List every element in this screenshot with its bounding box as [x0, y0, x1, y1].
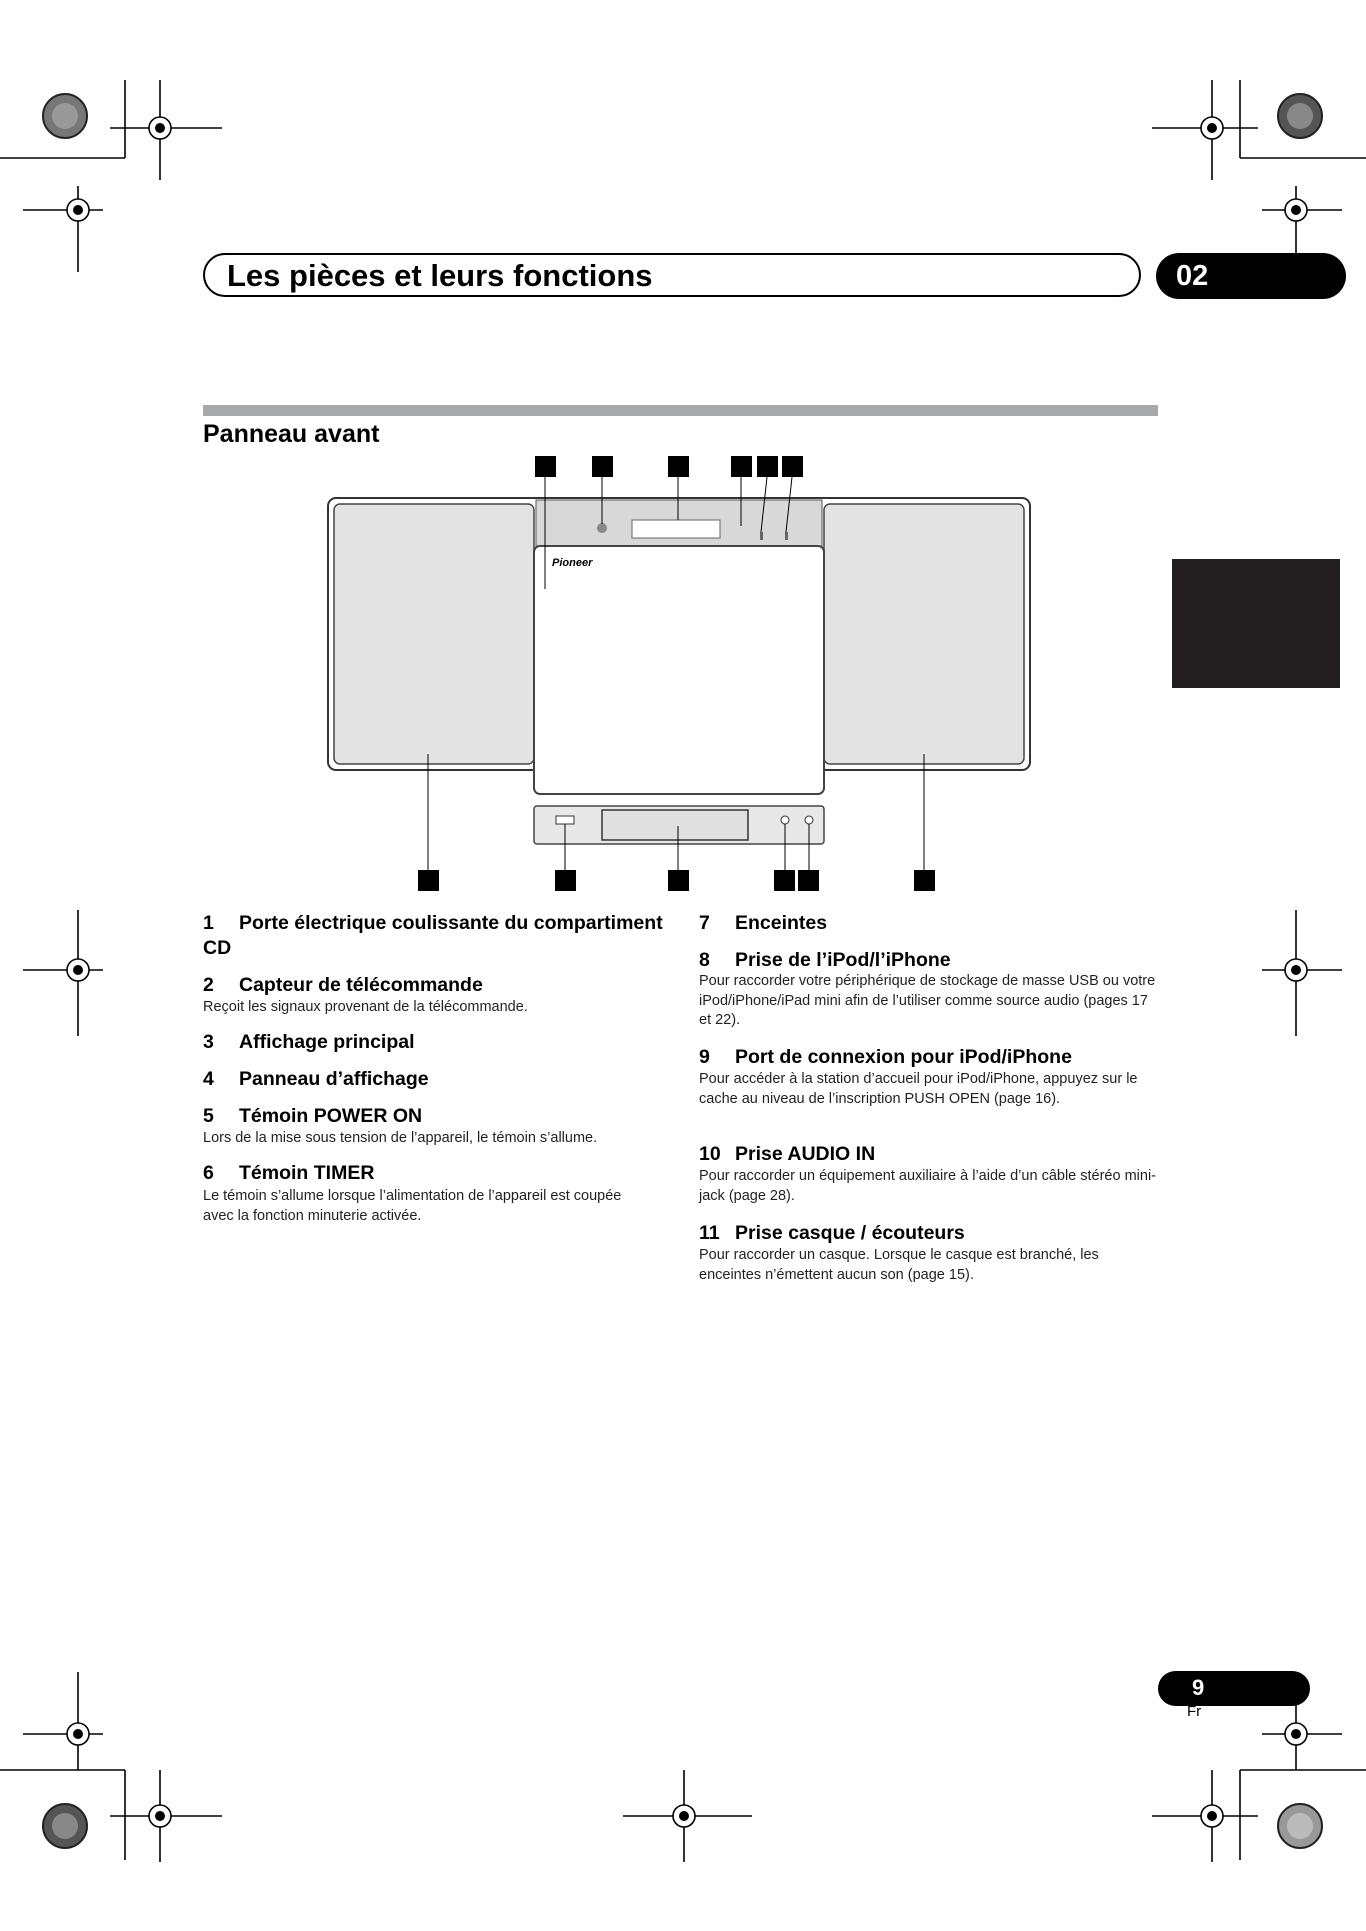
item-4-heading	[203, 1067, 673, 1092]
headphone-jack	[805, 816, 813, 824]
brand-logo: Pioneer	[552, 557, 593, 569]
chapter-badge	[1156, 253, 1346, 299]
section-title: Panneau avant	[203, 420, 380, 448]
item-6-number: 6	[203, 1162, 214, 1184]
item-8-description: Pour raccorder votre périphérique de stockage de masse USB ou votre iPod/iPhone/iPad mini afin de l’utiliser comme source audio (pages 17 et 22).	[699, 973, 1156, 1028]
item-5-number: 5	[203, 1105, 214, 1127]
item-2-title: Capteur de télécommande	[239, 974, 483, 996]
item-10-title: Prise AUDIO IN	[735, 1143, 876, 1165]
callout-11	[798, 870, 819, 891]
item-7-title: Enceintes	[735, 912, 828, 934]
callout-5	[757, 456, 778, 477]
page-number-badge	[1158, 1671, 1310, 1706]
chapter-number: 02	[1176, 260, 1209, 292]
item-7-number: 7	[699, 912, 710, 934]
callout-7-right	[914, 870, 935, 891]
item-4-title: Panneau d’affichage	[239, 1068, 429, 1090]
item-2-heading	[203, 973, 673, 998]
timer-led	[785, 532, 788, 540]
callout-9	[668, 870, 689, 891]
item-5-title: Témoin POWER ON	[239, 1105, 423, 1127]
item-5-description: Lors de la mise sous tension de l’appareil, le témoin s’allume.	[203, 1130, 598, 1146]
item-10-number: 10	[699, 1143, 721, 1165]
speaker-right	[824, 504, 1024, 764]
front-panel-diagram	[320, 454, 1040, 894]
item-9-heading	[699, 1045, 1159, 1070]
side-tab-marker	[1172, 559, 1340, 688]
callout-1	[535, 456, 556, 477]
item-11-title: Prise casque / écouteurs	[735, 1222, 965, 1244]
item-10-heading	[699, 1142, 1159, 1167]
item-9-number: 9	[699, 1046, 710, 1068]
item-8-title: Prise de l’iPod/l’iPhone	[735, 949, 951, 971]
item-10-description: Pour raccorder un équipement auxiliaire à l’aide d’un câble stéréo mini-jack (page 28).	[699, 1168, 1156, 1204]
item-1-heading	[203, 911, 673, 961]
display-panel	[602, 810, 748, 840]
main-display	[632, 520, 720, 538]
usb-port	[556, 816, 574, 824]
item-5-heading	[203, 1104, 673, 1129]
section-rule	[203, 405, 1158, 416]
item-3-number: 3	[203, 1031, 214, 1053]
callout-7-left	[418, 870, 439, 891]
cd-door	[534, 546, 824, 794]
language-code: Fr	[1187, 1703, 1202, 1720]
power-led	[760, 532, 763, 540]
item-8-heading	[699, 948, 1159, 973]
item-2-number: 2	[203, 974, 214, 996]
item-11-description: Pour raccorder un casque. Lorsque le casque est branché, les enceintes n’émettent aucun son (page 15).	[699, 1247, 1099, 1283]
callout-2	[592, 456, 613, 477]
callout-8	[555, 870, 576, 891]
item-9-title: Port de connexion pour iPod/iPhone	[735, 1046, 1072, 1068]
callout-10	[774, 870, 795, 891]
callout-6	[782, 456, 803, 477]
item-4-number: 4	[203, 1068, 214, 1090]
item-3-title: Affichage principal	[239, 1031, 415, 1053]
item-11-number: 11	[699, 1222, 720, 1244]
item-6-heading	[203, 1161, 673, 1186]
item-11-heading	[699, 1221, 1159, 1246]
item-1-title: Porte électrique coulissante du compartiment CD	[203, 912, 663, 959]
item-8-number: 8	[699, 949, 710, 971]
item-7-heading	[699, 911, 1159, 936]
item-3-heading	[203, 1030, 673, 1055]
audio-in-jack	[781, 816, 789, 824]
page-number: 9	[1192, 1675, 1205, 1700]
item-9-description: Pour accéder à la station d’accueil pour iPod/iPhone, appuyez sur le cache au niveau de l’inscription PUSH OPEN (page 16).	[699, 1071, 1138, 1107]
item-6-title: Témoin TIMER	[239, 1162, 375, 1184]
item-1-number: 1	[203, 912, 214, 934]
page-title: Les pièces et leurs fonctions	[227, 258, 653, 293]
callout-4	[731, 456, 752, 477]
remote-sensor	[597, 523, 607, 533]
callout-3	[668, 456, 689, 477]
item-2-description: Reçoit les signaux provenant de la télécommande.	[203, 999, 528, 1015]
speaker-left	[334, 504, 534, 764]
item-6-description: Le témoin s’allume lorsque l’alimentation de l’appareil est coupée avec la fonction minuterie activée.	[203, 1188, 622, 1224]
